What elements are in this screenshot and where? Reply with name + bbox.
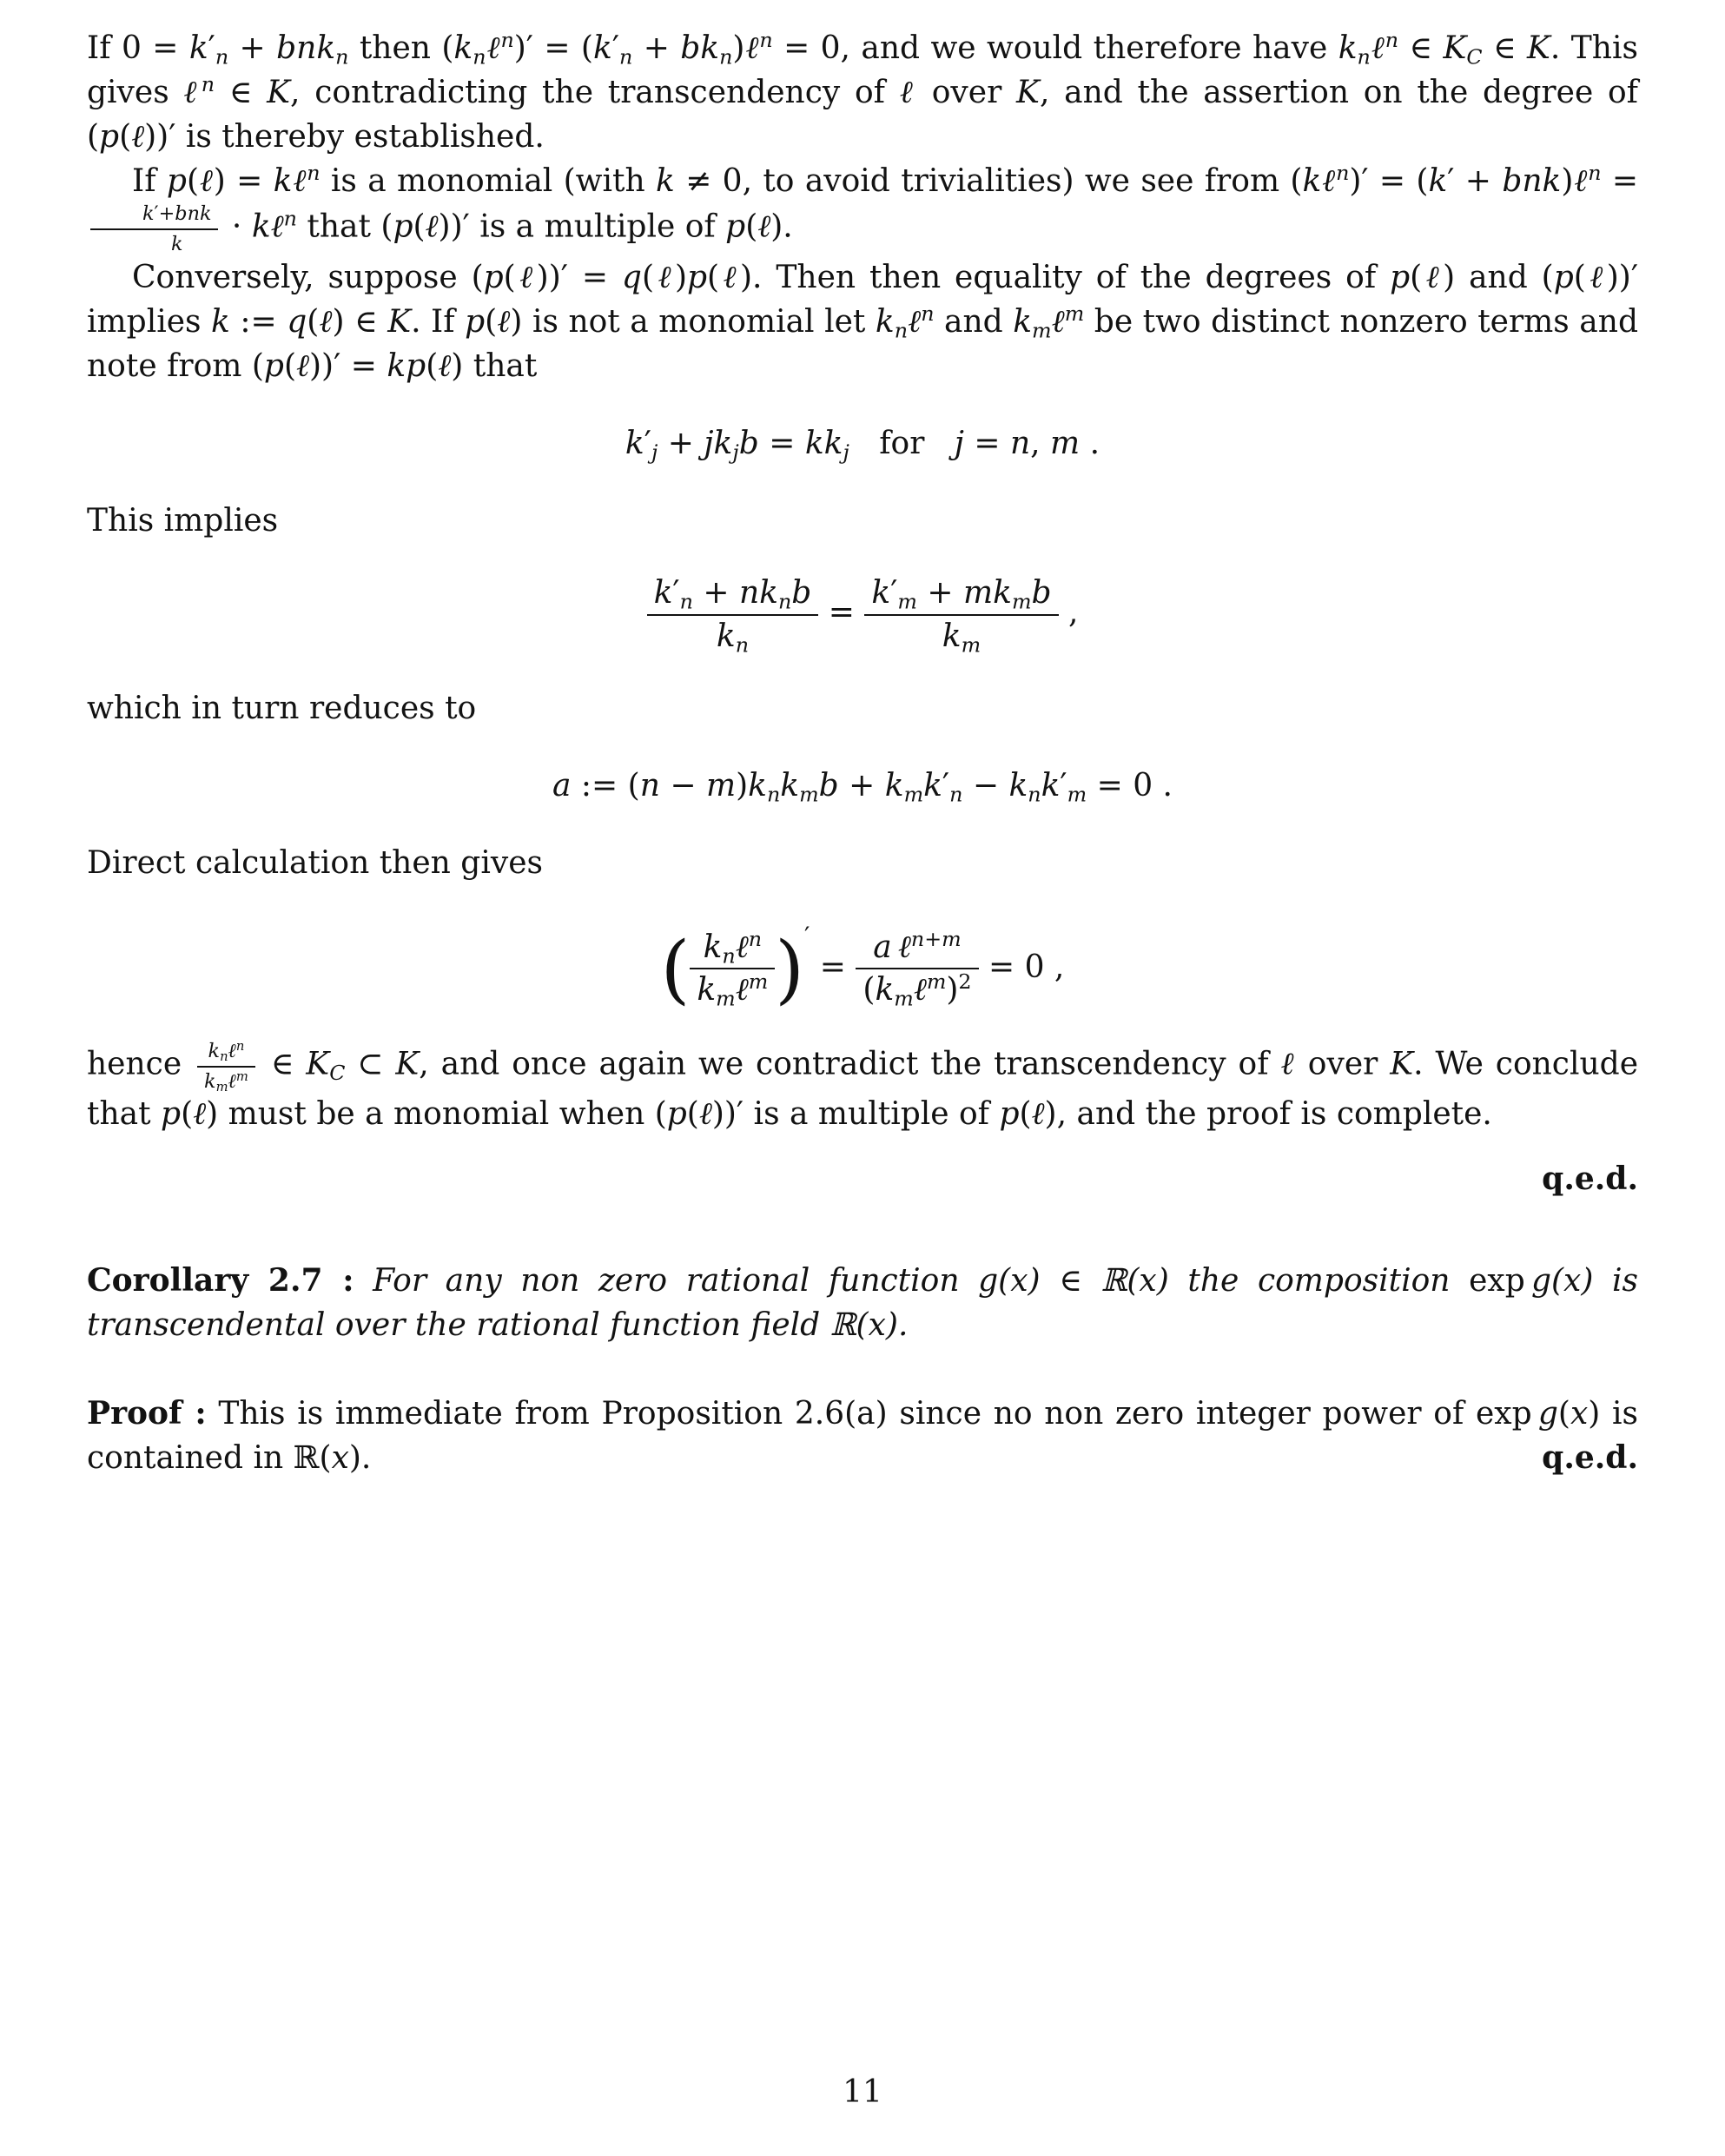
corollary-2-7: Corollary 2.7 : For any non zero rational function g(x) ∈ ℝ(x) the composition exp g(x) is transcendental over the rational function field ℝ(x). bbox=[87, 1262, 1638, 1344]
display-equation-3: a := $(n - m)k_nk_mb + k_mk'_n - k_nk'_m = 0$ . bbox=[552, 768, 1173, 807]
paragraph-4: hence $\frac{k_n\ell^n}{k_m\ell^m}$ ∈ $K_C$ ⊂ K, and once again we contradict the transcendency of ℓ over K. We conclude that p(ℓ) must be a monomial when (p(ℓ))′ is a multiple of p(ℓ), and the proof is complete. bbox=[87, 1038, 1639, 1133]
proof-paragraph bbox=[87, 1392, 1638, 1480]
display-equation-1: $k'_j + jk_jb = kk_j$ for j = n, m . bbox=[625, 425, 1100, 465]
paragraph-3: Conversely, suppose (p(ℓ))′ = q(ℓ)p(ℓ). Then then equality of the degrees of p(ℓ) and (p(ℓ))′ implies k := q(ℓ) ∈ K. If p(ℓ) is not a monomial let $k_n\ell^n$ and $k_m\ell^m$ be two distinct nonzero terms and note from (p(ℓ))′ = kp(ℓ) that bbox=[87, 259, 1639, 384]
paragraph-direct-calculation: Direct calculation then gives bbox=[87, 845, 543, 882]
page-number: 11 bbox=[843, 2073, 882, 2110]
proof-text: Proof : This is immediate from Proposition 2.6(a) since no non zero integer power of exp g(x) is contained in ℝ(x). bbox=[87, 1394, 1638, 1476]
display-equation-2: $\frac{k'_n + nk_nb}{k_n}$ = $\frac{k'_m + mk_mb}{k_m}$ , bbox=[87, 576, 1638, 653]
qed-proposition: q.e.d. bbox=[1542, 1161, 1638, 1198]
paragraph-which-reduces: which in turn reduces to bbox=[87, 691, 477, 727]
display-equation-4: ( $\frac{k_n\ell^n}{k_m\ell^m}$ )′ = $\frac{a \ell^{n+m}}{(k_m\ell^m)^2}$ = 0 , bbox=[660, 921, 1065, 1013]
paragraph-1: If $0 = k'_n + bnk_n$ then $(k_n\ell^n)' = (k'_n$ + $bk_n)\ell^n = 0$, and we would therefore have $k_n\ell^n$ ∈ $K_C$ ∈ K. This gives ℓ$^n$ ∈ K, contradicting the transcendency of ℓ over K, and the assertion on the degree of (p(ℓ))′ is thereby established. bbox=[87, 27, 1638, 155]
qed-corollary: q.e.d. bbox=[1542, 1438, 1638, 1476]
paragraph-2: If p(ℓ) = kℓ$^n$ is a monomial (with k ≠ 0, to avoid trivialities) we see from (kℓ$^n$)′ = (k′ + bnk)ℓ$^n$ = $\frac{\text{k′+bnk}}{k}$ · kℓ$^n$ that (p(ℓ))′ is a multiple of p(ℓ). bbox=[87, 159, 1638, 255]
paragraph-this-implies: This implies bbox=[87, 502, 279, 539]
